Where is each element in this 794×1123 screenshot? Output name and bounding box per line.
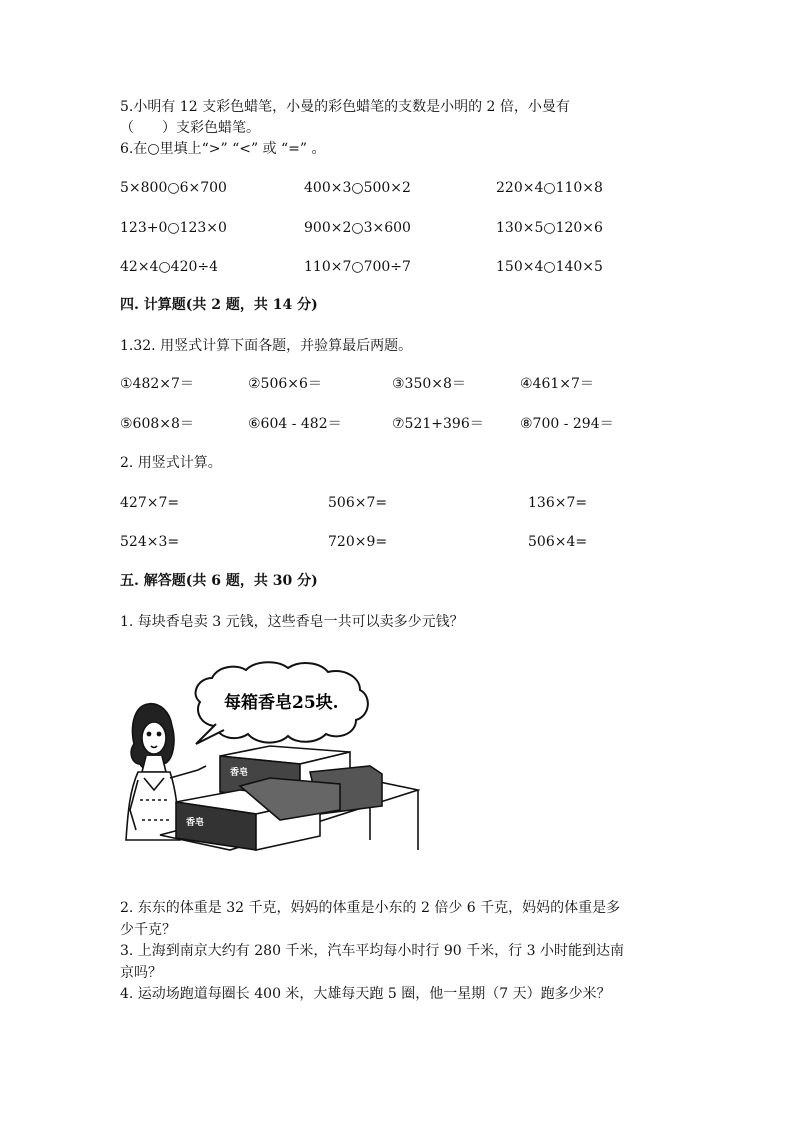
compare-item: 110×7○700÷7 bbox=[304, 259, 411, 275]
soap-boxes-illustration bbox=[120, 660, 420, 855]
q6-instruction: 6.在○里填上“>” “<” 或 “=” 。 bbox=[120, 141, 326, 157]
s5-q3-line1: 3. 上海到南京大约有 280 千米，汽车平均每小时行 90 千米，行 3 小时能到达南 bbox=[120, 943, 624, 959]
calc-item: ⑤608×8＝ bbox=[120, 416, 194, 432]
compare-item: 150×4○140×5 bbox=[496, 259, 603, 275]
section-4-title: 四. 计算题(共 2 题，共 14 分) bbox=[120, 297, 318, 313]
s5-q4: 4. 运动场跑道每圈长 400 米，大雄每天跑 5 圈，他一星期（7 天）跑多少米？ bbox=[120, 986, 611, 1002]
s5-q2-line1: 2. 东东的体重是 32 千克，妈妈的体重是小东的 2 倍少 6 千克，妈妈的体重是多 bbox=[120, 900, 621, 916]
calc-item: 524×3= bbox=[120, 534, 180, 550]
compare-item: 900×2○3×600 bbox=[304, 220, 411, 236]
box-label: 香皂 bbox=[230, 768, 249, 778]
s4-q1-title: 1.32. 用竖式计算下面各题，并验算最后两题。 bbox=[120, 338, 413, 354]
compare-item: 220×4○110×8 bbox=[496, 180, 603, 196]
bubble-text: 每箱香皂25块. bbox=[224, 693, 339, 713]
calc-item: ⑧700 - 294＝ bbox=[520, 416, 614, 432]
calc-item: ③350×8＝ bbox=[392, 376, 466, 392]
q5-line1: 5.小明有 12 支彩色蜡笔，小曼的彩色蜡笔的支数是小明的 2 倍，小曼有 bbox=[120, 99, 570, 115]
section-5-title: 五. 解答题(共 6 题，共 30 分) bbox=[120, 573, 318, 589]
compare-item: 42×4○420÷4 bbox=[120, 259, 219, 275]
s5-q1: 1. 每块香皂卖 3 元钱，这些香皂一共可以卖多少元钱？ bbox=[120, 614, 464, 630]
compare-item: 400×3○500×2 bbox=[304, 180, 411, 196]
compare-item: 130×5○120×6 bbox=[496, 220, 603, 236]
compare-item: 5×800○6×700 bbox=[120, 180, 227, 196]
s5-q3-line2: 京吗？ bbox=[120, 965, 162, 981]
calc-item: 506×4= bbox=[528, 534, 588, 550]
q5-line2: （ ）支彩色蜡笔。 bbox=[120, 120, 260, 136]
box-label: 香皂 bbox=[186, 818, 205, 828]
soap-boxes bbox=[176, 746, 382, 850]
s5-q2-line2: 少千克？ bbox=[120, 922, 176, 938]
calc-item: 720×9= bbox=[328, 534, 388, 550]
compare-item: 123+0○123×0 bbox=[120, 220, 227, 236]
s4-q2-title: 2. 用竖式计算。 bbox=[120, 455, 222, 471]
calc-item: ⑦521+396＝ bbox=[392, 416, 484, 432]
calc-item: 506×7= bbox=[328, 495, 388, 511]
calc-item: ①482×7＝ bbox=[120, 376, 194, 392]
calc-item: 136×7= bbox=[528, 495, 588, 511]
calc-item: 427×7= bbox=[120, 495, 180, 511]
calc-item: ④461×7＝ bbox=[520, 376, 594, 392]
calc-item: ②506×6＝ bbox=[248, 376, 322, 392]
calc-item: ⑥604 - 482＝ bbox=[248, 416, 342, 432]
